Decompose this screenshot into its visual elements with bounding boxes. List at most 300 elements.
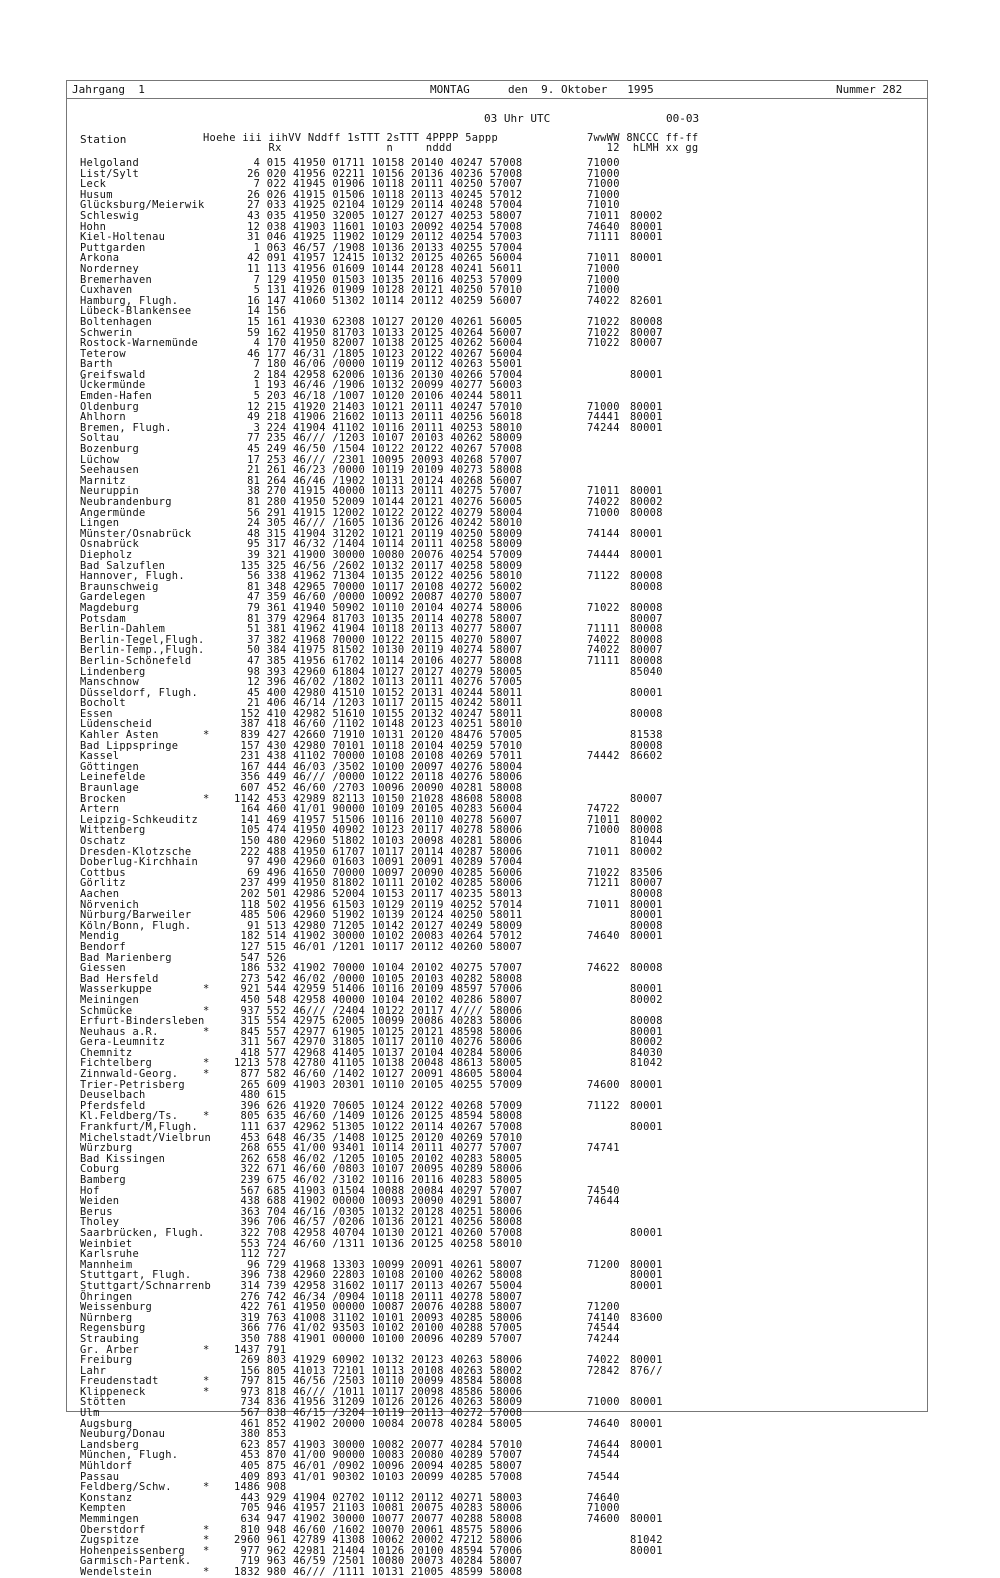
weather-group: 74640: [587, 1417, 620, 1430]
table-row: [0, 656, 1000, 667]
station-name: Fichtelberg: [80, 1057, 153, 1070]
station-name: Bad Salzuflen: [80, 559, 166, 572]
mountain-marker: *: [203, 1110, 210, 1123]
station-name: Weiden: [80, 1195, 120, 1208]
mountain-marker: *: [203, 1068, 210, 1081]
observation-time: 03 Uhr UTC: [484, 112, 551, 125]
cloud-group: 80008: [630, 919, 663, 932]
station-name: Wittenberg: [80, 824, 146, 837]
station-name: Wasserkuppe: [80, 983, 153, 996]
right-column-subheader: 12 hLMH xx gg: [587, 142, 699, 154]
station-name: Meiningen: [80, 993, 140, 1006]
cloud-group: 80001: [630, 411, 663, 424]
cloud-group: 81042: [630, 1534, 663, 1547]
synop-groups: 553 724 46/60 /1311 10136 20125 40258 58010: [234, 1237, 523, 1250]
station-name: Ahlhorn: [80, 411, 126, 424]
weather-group: 74540: [587, 1184, 620, 1197]
weather-group: 71000: [587, 178, 620, 191]
cloud-group: 80001: [630, 368, 663, 381]
station-name: Lahr: [80, 1364, 107, 1377]
station-name: Freudenstadt: [80, 1375, 159, 1388]
weather-group: 71011: [587, 252, 620, 265]
synop-groups: 56 338 41962 71304 10135 20122 40256 58010: [234, 570, 523, 583]
station-name: Oberstdorf: [80, 1523, 146, 1536]
cloud-group: 84030: [630, 1046, 663, 1059]
cloud-group: 80001: [630, 1258, 663, 1271]
cloud-group: 80007: [630, 337, 663, 350]
table-row: [0, 317, 1000, 328]
synop-groups: 1213 578 42780 41105 10138 20048 48613 58005: [234, 1057, 523, 1070]
station-name: Neubrandenburg: [80, 496, 172, 508]
station-name: Memmingen: [80, 1513, 140, 1525]
cloud-group: 80001: [630, 1099, 663, 1112]
station-name: List/Sylt: [80, 167, 140, 180]
cloud-group: 80008: [630, 601, 663, 614]
weather-group: 74441: [587, 411, 620, 424]
weather-group: 74022: [587, 633, 620, 646]
synop-groups: 4 170 41950 82007 10138 20125 40262 56004: [234, 337, 523, 350]
station-name: Bozenburg: [80, 443, 140, 456]
station-name: Schleswig: [80, 209, 140, 222]
synop-groups: 48 315 41904 31202 10121 20119 40250 58009: [234, 527, 523, 540]
station-name: Oldenburg: [80, 400, 140, 413]
station-name: Marnitz: [80, 474, 126, 487]
synop-groups: 26 026 41915 01506 10118 20113 40245 57012: [234, 188, 523, 201]
cloud-group: 80007: [630, 877, 663, 890]
synop-groups: 7 180 46/06 /0000 10119 20112 40263 55001: [234, 358, 523, 371]
cloud-group: 81044: [630, 835, 663, 847]
table-row: [0, 603, 1000, 614]
weather-group: 74644: [587, 1195, 620, 1208]
station-name: Brocken: [80, 792, 126, 805]
cloud-group: 80001: [630, 1513, 663, 1525]
synop-groups: 418 577 42968 41405 10137 20104 40284 58006: [234, 1046, 523, 1059]
mountain-marker: *: [203, 1375, 210, 1388]
weather-group: 71022: [587, 337, 620, 350]
synop-groups: 7 022 41945 01906 10118 20111 40250 57007: [234, 178, 523, 191]
station-name: Berus: [80, 1205, 113, 1218]
synop-groups: 1486 908: [234, 1481, 287, 1494]
table-row: [0, 889, 1000, 900]
synop-groups: 50 384 41975 81502 10130 20119 40274 58007: [234, 644, 523, 657]
right-column-header: 7wwWW 8NCCC ff-ff: [587, 132, 699, 144]
cloud-group: 80001: [630, 1078, 663, 1091]
cloud-group: 80008: [630, 707, 663, 720]
cloud-group: 80008: [630, 887, 663, 900]
weather-group: 74444: [587, 548, 620, 561]
synop-groups: 112 727: [234, 1248, 287, 1261]
cloud-group: 85040: [630, 665, 663, 678]
synop-groups: 3 224 41904 41102 10116 20111 40253 58010: [234, 421, 523, 434]
synop-groups: 1437 791: [234, 1343, 287, 1356]
station-name: Berlin-Dahlem: [80, 623, 166, 636]
station-name: Osnabrück: [80, 538, 140, 551]
station-name: Magdeburg: [80, 601, 140, 614]
station-name: Bad Marienberg: [80, 951, 172, 964]
synop-groups: 24 305 46/// /1605 10136 20126 40242 58010: [234, 517, 523, 530]
station-name: Düsseldorf, Flugh.: [80, 686, 199, 699]
table-row: [0, 1514, 1000, 1525]
synop-groups: 322 708 42958 40704 10130 20121 40260 57008: [234, 1226, 523, 1239]
station-name: Stuttgart, Flugh.: [80, 1269, 192, 1282]
synop-groups: 167 444 46/03 /3502 10100 20097 40276 58004: [234, 760, 523, 773]
synop-groups: 311 567 42970 31805 10117 20110 40276 58006: [234, 1036, 523, 1049]
weather-group: 71000: [587, 188, 620, 201]
station-name: Landsberg: [80, 1438, 140, 1451]
weather-group: 74640: [587, 930, 620, 943]
synop-groups: 16 147 41060 51302 10114 20112 40259 56007: [234, 294, 523, 307]
weather-group: 71022: [587, 315, 620, 328]
station-name: Straubing: [80, 1332, 140, 1345]
cloud-group: 80008: [630, 570, 663, 583]
cloud-group: 80001: [630, 930, 663, 943]
synop-groups: 921 544 42959 51406 10116 20109 48597 57006: [234, 983, 523, 996]
weather-group: 74622: [587, 962, 620, 975]
cloud-group: 80001: [630, 485, 663, 498]
station-name: Potsdam: [80, 612, 126, 625]
cloud-group: 80008: [630, 654, 663, 667]
weather-group: 74544: [587, 1470, 620, 1483]
synop-groups: 118 502 41956 61503 10129 20119 40252 57014: [234, 898, 523, 911]
mountain-marker: *: [203, 1481, 210, 1494]
station-name: Stötten: [80, 1396, 126, 1409]
table-row: [0, 1482, 1000, 1493]
mountain-marker: *: [203, 729, 210, 742]
cloud-group: 80008: [630, 1015, 663, 1028]
station-name: Klippeneck: [80, 1385, 146, 1398]
table-row: [0, 942, 1000, 953]
weather-group: 71022: [587, 866, 620, 879]
synop-groups: 268 655 41/00 93401 10114 20111 40277 57007: [234, 1142, 523, 1155]
station-name: Lübeck-Blankensee: [80, 305, 192, 318]
station-name: Weinbiet: [80, 1237, 133, 1250]
table-row: [0, 1525, 1000, 1536]
weather-group: 71111: [587, 231, 620, 244]
synop-groups: 97 490 42960 01603 10091 20091 40289 57004: [234, 856, 523, 869]
station-name: Lindenberg: [80, 665, 146, 678]
synop-groups: 396 706 46/57 /0206 10136 20121 40256 58008: [234, 1216, 523, 1229]
station-name: Manschnow: [80, 676, 140, 689]
station-name: Hohenpeissenberg: [80, 1544, 185, 1557]
cloud-group: 81042: [630, 1057, 663, 1070]
mountain-marker: *: [203, 1385, 210, 1398]
station-name: Kl.Feldberg/Ts.: [80, 1110, 179, 1123]
weather-group: 74600: [587, 1078, 620, 1091]
synop-groups: 12 038 41903 11601 10103 20092 40254 57008: [234, 220, 523, 233]
station-name: Öhringen: [80, 1290, 133, 1303]
cloud-group: 80001: [630, 1226, 663, 1239]
weather-group: 71010: [587, 199, 620, 212]
station-name: Leinefelde: [80, 771, 146, 784]
table-row: [0, 1567, 1000, 1578]
mountain-marker: *: [203, 1025, 210, 1038]
station-name: Ückermünde: [80, 379, 146, 392]
synop-groups: 135 325 46/56 /2602 10132 20117 40258 58009: [234, 559, 523, 572]
table-row: [0, 1493, 1000, 1504]
synop-groups: 152 410 42982 51610 10155 20132 40247 58011: [234, 707, 523, 720]
station-name: Gera-Leumnitz: [80, 1036, 166, 1049]
issue-number: Nummer 282: [836, 83, 903, 96]
synop-groups: 105 474 41950 40902 10123 20117 40278 58006: [234, 824, 523, 837]
station-name: Emden-Hafen: [80, 390, 153, 403]
synop-groups: 607 452 46/60 /2703 10096 20090 40281 58008: [234, 782, 523, 795]
cloud-group: 80001: [630, 527, 663, 540]
synop-groups: 95 317 46/32 /1404 10114 20111 40258 58009: [234, 538, 523, 551]
cloud-group: 80001: [630, 231, 663, 244]
synop-groups: 7 129 41950 01503 10135 20116 40253 57009: [234, 273, 523, 286]
synop-groups: 356 449 46/// /0000 10122 20118 40276 58006: [234, 771, 523, 784]
station-name: Giessen: [80, 962, 126, 975]
station-name: Garmisch-Partenk.: [80, 1555, 192, 1568]
station-name: Braunlage: [80, 782, 140, 795]
station-name: Zinnwald-Georg.: [80, 1068, 179, 1081]
synop-groups: 734 836 41956 31209 10126 20126 40263 58009: [234, 1396, 523, 1409]
station-name: Glücksburg/Meierwik: [80, 199, 205, 212]
weather-group: 74640: [587, 220, 620, 233]
station-name: Kassel: [80, 750, 120, 763]
station-name: Bremerhaven: [80, 273, 153, 286]
cloud-group: 80001: [630, 1354, 663, 1367]
weather-group: 74722: [587, 803, 620, 816]
station-name: Weissenburg: [80, 1301, 153, 1314]
cloud-group: 80008: [630, 315, 663, 328]
weather-group: 74442: [587, 750, 620, 763]
cloud-group: 80001: [630, 686, 663, 699]
synop-groups: 409 893 41/01 90302 10103 20099 40285 57008: [234, 1470, 523, 1483]
station-name: Karlsruhe: [80, 1248, 140, 1261]
cloud-group: 82601: [630, 294, 663, 307]
station-name: Zugspitze: [80, 1534, 140, 1547]
synop-groups: 38 270 41915 40000 10113 20111 40275 57007: [234, 485, 523, 498]
station-name: Görlitz: [80, 877, 126, 890]
table-row: [0, 1080, 1000, 1091]
cloud-group: 80008: [630, 962, 663, 975]
synop-groups: 705 946 41957 21103 10081 20075 40283 58006: [234, 1502, 523, 1515]
station-name: Oschatz: [80, 835, 126, 847]
cloud-group: 80001: [630, 421, 663, 434]
synop-groups: 14 156: [234, 305, 287, 318]
table-row: [0, 995, 1000, 1006]
table-row: [0, 1228, 1000, 1239]
synop-groups: 59 162 41950 81703 10133 20125 40264 56007: [234, 326, 523, 339]
station-name: Coburg: [80, 1163, 120, 1176]
table-row: [0, 1450, 1000, 1461]
table-row: [0, 1239, 1000, 1250]
synop-groups: 47 359 46/60 /0000 10092 20087 40270 58007: [234, 591, 523, 604]
cloud-group: 80001: [630, 1544, 663, 1557]
cloud-group: 80001: [630, 983, 663, 996]
weather-group: 71000: [587, 506, 620, 519]
synop-groups: 276 742 46/34 /0904 10118 20111 40278 58007: [234, 1290, 523, 1303]
synop-groups: 27 033 41925 02104 10129 20114 40248 57004: [234, 199, 523, 212]
table-row: [0, 836, 1000, 847]
station-name: Lingen: [80, 517, 120, 530]
cloud-group: 80002: [630, 1036, 663, 1049]
cloud-group: 80001: [630, 1279, 663, 1292]
station-name: München, Flugh.: [80, 1449, 179, 1462]
station-table: [0, 158, 1000, 1578]
station-name: Tholey: [80, 1216, 120, 1229]
synop-groups: 839 427 42660 71910 10131 20120 48476 57005: [234, 729, 523, 742]
station-name: Bad Lippspringe: [80, 739, 179, 752]
weather-group: 71000: [587, 1396, 620, 1409]
synop-groups: 31 046 41925 11902 10129 20112 40254 57003: [234, 231, 523, 244]
station-name: Mannheim: [80, 1258, 133, 1271]
cloud-group: 80008: [630, 739, 663, 752]
synop-groups: 453 870 41/00 90000 10083 20080 40289 57007: [234, 1449, 523, 1462]
synop-groups: 937 552 46/// /2404 10122 20117 4//// 58006: [234, 1004, 523, 1017]
station-name: Teterow: [80, 347, 126, 360]
station-name: Essen: [80, 707, 113, 720]
weather-group: 71000: [587, 824, 620, 837]
table-row: [0, 1546, 1000, 1557]
table-row: [0, 158, 1000, 169]
station-name: Neuhaus a.R.: [80, 1025, 159, 1038]
synop-groups: 45 249 46/50 /1504 10122 20122 40267 57008: [234, 443, 523, 456]
weather-group: 74544: [587, 1449, 620, 1462]
synop-groups: 81 379 42964 81703 10135 20114 40278 58007: [234, 612, 523, 625]
synop-groups: 12 396 46/02 /1802 10113 20111 40276 57005: [234, 676, 523, 689]
station-name: Stuttgart/Schnarrenb: [80, 1279, 212, 1292]
synop-groups: 322 671 46/60 /0803 10107 20095 40289 58006: [234, 1163, 523, 1176]
station-name: Mendig: [80, 930, 120, 943]
weather-group: 74544: [587, 1322, 620, 1335]
weather-group: 74022: [587, 294, 620, 307]
synop-groups: 5 131 41926 01909 10128 20121 40250 57010: [234, 284, 523, 297]
observation-period: 00-03: [666, 112, 700, 125]
weather-group: 74644: [587, 1438, 620, 1451]
synop-groups: 222 488 41950 61707 10117 20114 40287 58006: [234, 845, 523, 858]
station-name: Michelstadt/Vielbrun: [80, 1131, 212, 1144]
synop-groups: 91 513 42980 71205 10142 20127 40249 58009: [234, 919, 523, 932]
synop-groups: 45 400 42980 41510 10152 20131 40244 58011: [234, 686, 523, 699]
cloud-group: 80001: [630, 898, 663, 911]
mountain-marker: *: [203, 983, 210, 996]
station-name: Bendorf: [80, 940, 126, 953]
mountain-marker: *: [203, 1544, 210, 1557]
station-name: Chemnitz: [80, 1046, 133, 1059]
jahrgang-label: Jahrgang 1: [72, 83, 145, 96]
station-name: Gr. Arber: [80, 1343, 140, 1356]
weather-group: 74022: [587, 496, 620, 508]
cloud-group: 86602: [630, 750, 663, 763]
station-name: Lüdenscheid: [80, 718, 153, 731]
synop-groups: 43 035 41950 32005 10127 20127 40253 58007: [234, 209, 523, 222]
cloud-group: 80008: [630, 580, 663, 593]
cloud-group: 80007: [630, 326, 663, 339]
station-name: Puttgarden: [80, 241, 146, 254]
mountain-marker: *: [203, 1343, 210, 1356]
station-name: Erfurt-Bindersleben: [80, 1015, 205, 1028]
synop-groups: 443 929 41904 02702 10112 20112 40271 58003: [234, 1491, 523, 1504]
weather-group: 74244: [587, 421, 620, 434]
mountain-marker: *: [203, 1523, 210, 1536]
synop-groups: 634 947 41902 30000 10077 20077 40288 58008: [234, 1513, 523, 1525]
synop-groups: 11 113 41956 01609 10144 20128 40241 56011: [234, 262, 523, 275]
date-label: den 9. Oktober 1995: [508, 83, 654, 96]
synop-groups: 567 838 46/15 /3204 10119 20113 40272 57008: [234, 1407, 523, 1420]
table-row: [0, 264, 1000, 275]
synop-groups: 49 218 41906 21602 10113 20111 40256 56018: [234, 411, 523, 424]
synop-groups: 98 393 42960 61804 10127 20127 40279 58005: [234, 665, 523, 678]
synop-groups: 237 499 41950 81802 10111 20102 40285 58006: [234, 877, 523, 890]
weather-group: 74600: [587, 1513, 620, 1525]
code-column-subheader: Rx n nddd: [203, 142, 453, 154]
station-name: Leipzig-Schkeuditz: [80, 813, 199, 826]
station-name: Trier-Petrisberg: [80, 1078, 185, 1091]
synop-groups: 37 382 41968 70000 10122 20115 40270 58007: [234, 633, 523, 646]
station-name: Ulm: [80, 1407, 100, 1420]
synop-groups: 141 469 41957 51506 10116 20110 40278 56007: [234, 813, 523, 826]
synop-groups: 805 635 46/60 /1409 10126 20125 48594 58008: [234, 1110, 523, 1123]
synop-groups: 239 675 46/02 /3102 10116 20116 40283 58005: [234, 1174, 523, 1186]
cloud-group: 80001: [630, 1121, 663, 1134]
synop-groups: 405 875 46/01 /0902 10096 20094 40285 58007: [234, 1460, 523, 1473]
cloud-group: 80001: [630, 1025, 663, 1038]
synop-groups: 422 761 41950 00000 10087 20076 40288 58007: [234, 1301, 523, 1314]
station-name: Soltau: [80, 432, 120, 445]
weather-group: 71011: [587, 485, 620, 498]
station-name: Deuselbach: [80, 1089, 146, 1102]
cloud-group: 80002: [630, 845, 663, 858]
weather-group: 74741: [587, 1142, 620, 1155]
synop-groups: 21 406 46/14 /1203 10117 20115 40242 58011: [234, 697, 523, 710]
station-name: Bad Hersfeld: [80, 972, 159, 985]
synop-groups: 51 381 41962 41904 10118 20113 40277 58007: [234, 623, 523, 636]
cloud-group: 80007: [630, 612, 663, 625]
cloud-group: 80001: [630, 252, 663, 265]
synop-groups: 96 729 41968 13303 10099 20091 40261 58007: [234, 1258, 523, 1271]
cloud-group: 80007: [630, 644, 663, 657]
mountain-marker: *: [203, 1534, 210, 1547]
table-row: [0, 211, 1000, 222]
cloud-group: 80001: [630, 909, 663, 922]
cloud-group: 80002: [630, 993, 663, 1006]
station-name: Neuburg/Donau: [80, 1428, 166, 1441]
station-name: Lüchow: [80, 453, 120, 466]
station-name: Passau: [80, 1470, 120, 1483]
weather-group: 71211: [587, 877, 620, 890]
station-name: Boltenhagen: [80, 315, 153, 328]
synop-groups: 363 704 46/16 /0305 10132 20128 40251 58006: [234, 1205, 523, 1218]
station-name: Münster/Osnabrück: [80, 527, 192, 540]
weather-group: 74140: [587, 1311, 620, 1324]
synop-groups: 567 685 41903 01504 10088 20084 40297 57007: [234, 1184, 523, 1197]
cloud-group: 80007: [630, 792, 663, 805]
synop-groups: 202 501 42986 52004 10153 20117 40235 58013: [234, 887, 523, 900]
weather-group: 71000: [587, 1502, 620, 1515]
synop-groups: 164 460 41/01 90000 10109 20105 40283 56004: [234, 803, 523, 816]
synop-groups: 5 203 46/18 /1007 10120 20106 40244 58011: [234, 390, 523, 403]
synop-groups: 269 803 41929 60902 10132 20123 40263 58006: [234, 1354, 523, 1367]
station-name: Bamberg: [80, 1174, 126, 1186]
weather-group: 71000: [587, 400, 620, 413]
table-row: [0, 1535, 1000, 1546]
synop-groups: 26 020 41956 02211 10156 20136 40236 57008: [234, 167, 523, 180]
weather-group: 71200: [587, 1258, 620, 1271]
station-name: Köln/Bonn, Flugh.: [80, 919, 192, 932]
station-name: Leck: [80, 178, 107, 191]
synop-groups: 438 688 41902 00000 10093 20090 40291 58007: [234, 1195, 523, 1208]
synop-groups: 2 184 42958 62006 10136 20130 40266 57004: [234, 368, 523, 381]
station-name: Kempten: [80, 1502, 126, 1515]
synop-groups: 265 609 41903 20301 10110 20105 40255 57009: [234, 1078, 523, 1091]
synop-groups: 1 063 46/57 /1908 10136 20133 40255 57004: [234, 241, 523, 254]
cloud-group: 80001: [630, 1396, 663, 1409]
weekday-label: MONTAG: [430, 83, 470, 96]
weather-group: 71122: [587, 570, 620, 583]
station-name: Regensburg: [80, 1322, 146, 1335]
